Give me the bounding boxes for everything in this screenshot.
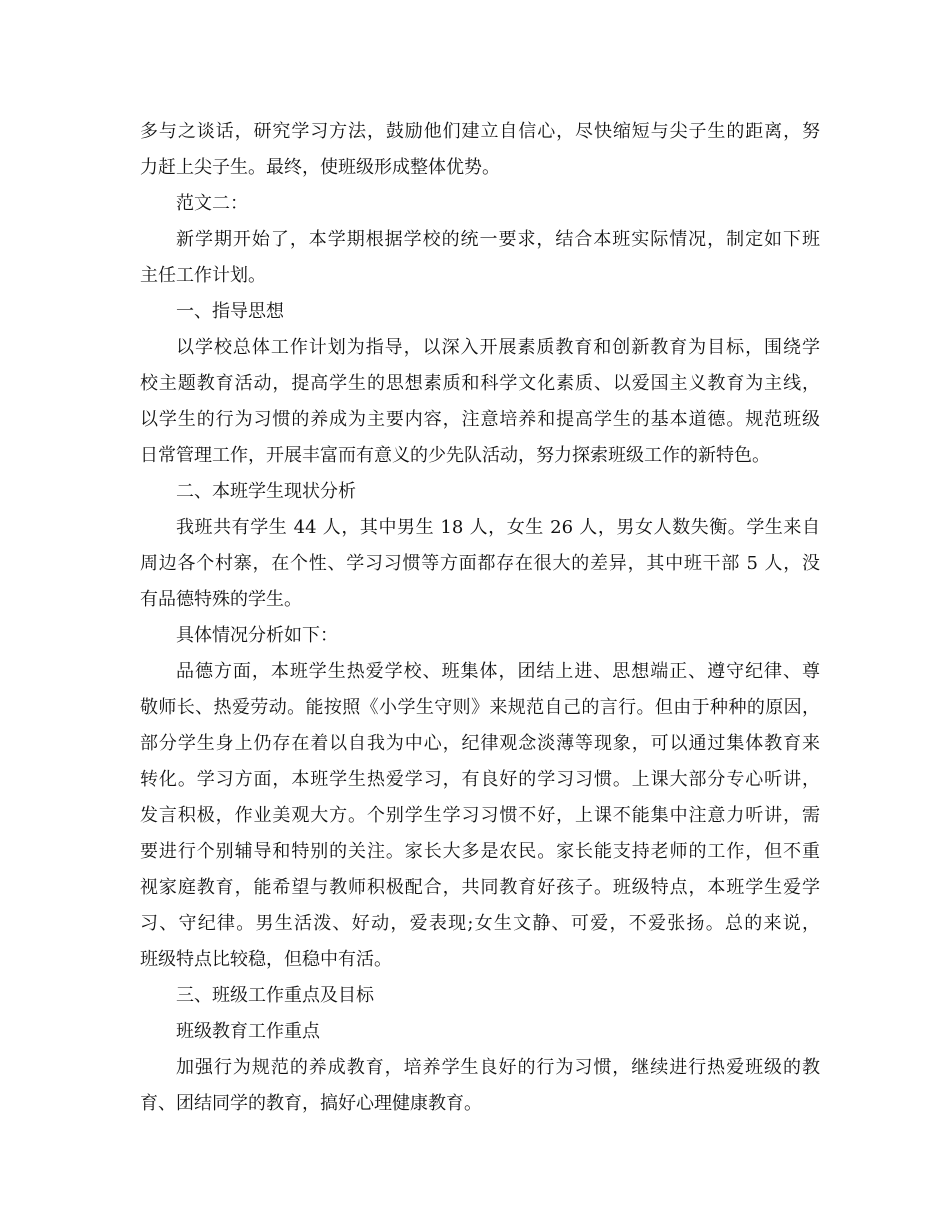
paragraph-line: 班级特点比较稳，但稳中有活。 bbox=[140, 949, 392, 970]
section-heading: 二、本班学生现状分析 bbox=[176, 481, 356, 502]
paragraph-line: 部分学生身上仍存在着以自我为中心，纪律观念淡薄等现象，可以通过集体教育来 bbox=[140, 733, 820, 754]
section-heading: 三、班级工作重点及目标 bbox=[176, 985, 374, 1006]
paragraph-line: 周边各个村寨，在个性、学习习惯等方面都存在很大的差异，其中班干部 5 人，没 bbox=[140, 553, 820, 574]
paragraph-line: 校主题教育活动，提高学生的思想素质和科学文化素质、以爱国主义教育为主线， bbox=[140, 373, 820, 394]
paragraph-line: 主任工作计划。 bbox=[140, 265, 266, 286]
paragraph-line: 加强行为规范的养成教育，培养学生良好的行为习惯，继续进行热爱班级的教 bbox=[176, 1057, 820, 1078]
paragraph-line: 以学校总体工作计划为指导，以深入开展素质教育和创新教育为目标，围绕学 bbox=[176, 337, 820, 358]
paragraph-line: 力赶上尖子生。最终，使班级形成整体优势。 bbox=[140, 157, 500, 178]
subheading: 班级教育工作重点 bbox=[176, 1021, 320, 1042]
section-heading: 一、指导思想 bbox=[176, 301, 284, 322]
paragraph-line: 以学生的行为习惯的养成为主要内容，注意培养和提高学生的基本道德。规范班级 bbox=[140, 409, 820, 430]
subheading: 具体情况分析如下： bbox=[176, 625, 338, 646]
paragraph-line: 多与之谈话，研究学习方法，鼓励他们建立自信心，尽快缩短与尖子生的距离，努 bbox=[140, 121, 820, 142]
paragraph-line: 品德方面，本班学生热爱学校、班集体，团结上进、思想端正、遵守纪律、尊 bbox=[176, 661, 820, 682]
paragraph-line: 要进行个别辅导和特别的关注。家长大多是农民。家长能支持老师的工作，但不重 bbox=[140, 841, 820, 862]
paragraph-line: 新学期开始了，本学期根据学校的统一要求，结合本班实际情况，制定如下班 bbox=[176, 229, 820, 250]
paragraph-line: 敬师长、热爱劳动。能按照《小学生守则》来规范自己的言行。但由于种种的原因， bbox=[140, 697, 820, 718]
paragraph-line: 转化。学习方面，本班学生热爱学习，有良好的学习习惯。上课大部分专心听讲， bbox=[140, 769, 820, 790]
paragraph-line: 视家庭教育，能希望与教师积极配合，共同教育好孩子。班级特点，本班学生爱学 bbox=[140, 877, 820, 898]
paragraph-line: 发言积极，作业美观大方。个别学生学习习惯不好，上课不能集中注意力听讲，需 bbox=[140, 805, 820, 826]
paragraph-line: 有品德特殊的学生。 bbox=[140, 589, 302, 610]
paragraph-line: 习、守纪律。男生活泼、好动，爱表现;女生文静、可爱，不爱张扬。总的来说， bbox=[140, 913, 820, 934]
document-body bbox=[140, 114, 820, 1122]
paragraph-line: 我班共有学生 44 人，其中男生 18 人，女生 26 人，男女人数失衡。学生来自 bbox=[176, 517, 820, 538]
paragraph-line: 育、团结同学的教育，搞好心理健康教育。 bbox=[140, 1093, 482, 1114]
section-label: 范文二： bbox=[176, 193, 248, 214]
paragraph-line: 日常管理工作，开展丰富而有意义的少先队活动，努力探索班级工作的新特色。 bbox=[140, 445, 770, 466]
